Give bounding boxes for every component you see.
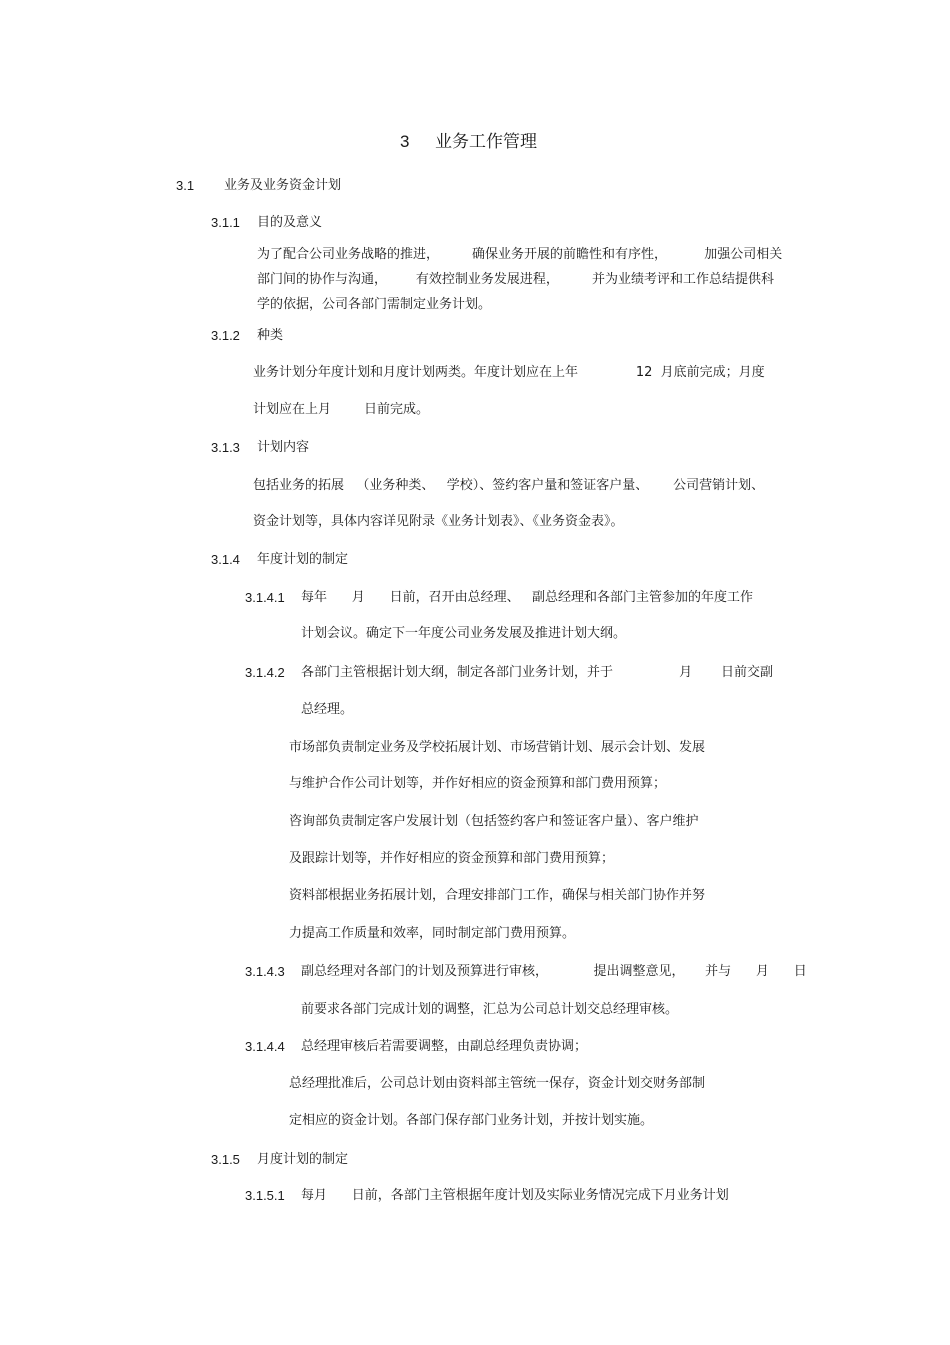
item-line: 副总经理对各部门的计划及预算进行审核， 提出调整意见， 并与 月 日 — [301, 964, 807, 979]
subsection-number-312: 3.1.2 — [211, 328, 240, 343]
paragraph-line: 计划应在上月 日前完成。 — [253, 402, 430, 417]
paragraph-line: 总经理批准后，公司总计划由资料部主管统一保存，资金计划交财务部制 — [289, 1076, 706, 1091]
chapter-title: 业务工作管理 — [435, 132, 537, 152]
item-line: 计划会议。确定下一年度公司业务发展及推进计划大纲。 — [301, 626, 627, 641]
subsection-number-313: 3.1.3 — [211, 440, 240, 455]
item-line: 每年 月 日前，召开由总经理、 副总经理和各部门主管参加的年度工作 — [301, 590, 753, 605]
item-line: 前要求各部门完成计划的调整，汇总为公司总计划交总经理审核。 — [301, 1002, 679, 1017]
section-title: 业务及业务资金计划 — [224, 178, 342, 193]
paragraph-line: 咨询部负责制定客户发展计划（包括签约客户和签证客户量）、客户维护 — [289, 814, 699, 829]
paragraph-line: 部门间的协作与沟通， 有效控制业务发展进程， 并为业绩考评和工作总结提供科 — [257, 272, 774, 287]
paragraph-line: 市场部负责制定业务及学校拓展计划、市场营销计划、展示会计划、发展 — [289, 740, 706, 755]
item-line: 总经理。 — [301, 702, 354, 717]
chapter-number: 3 — [400, 132, 410, 151]
paragraph-line: 学的依据，公司各部门需制定业务计划。 — [257, 297, 492, 312]
subsection-title-311: 目的及意义 — [257, 215, 323, 230]
subsection-title-313: 计划内容 — [257, 440, 310, 455]
item-number-3144: 3.1.4.4 — [245, 1039, 285, 1054]
paragraph-line: 定相应的资金计划。各部门保存部门业务计划，并按计划实施。 — [289, 1113, 654, 1128]
paragraph-line: 为了配合公司业务战略的推进， 确保业务开展的前瞻性和有序性， 加强公司相关 — [257, 247, 783, 262]
paragraph-line: 及跟踪计划等，并作好相应的资金预算和部门费用预算； — [289, 851, 615, 866]
item-line: 总经理审核后若需要调整，由副总经理负责协调； — [301, 1039, 588, 1054]
paragraph-line: 业务计划分年度计划和月度计划两类。年度计划应在上年 12 月底前完成；月度 — [253, 365, 765, 380]
paragraph-line: 包括业务的拓展 （业务种类、 学校）、签约客户量和签证客户量、 公司营销计划、 — [253, 478, 765, 493]
subsection-title-314: 年度计划的制定 — [257, 552, 349, 567]
item-number-3142: 3.1.4.2 — [245, 665, 285, 680]
subsection-number-315: 3.1.5 — [211, 1152, 240, 1167]
item-line: 每月 日前，各部门主管根据年度计划及实际业务情况完成下月业务计划 — [301, 1188, 729, 1203]
subsection-title-315: 月度计划的制定 — [257, 1152, 349, 1167]
item-number-3151: 3.1.5.1 — [245, 1188, 285, 1203]
paragraph-line: 与维护合作公司计划等，并作好相应的资金预算和部门费用预算； — [289, 776, 667, 791]
subsection-number-311: 3.1.1 — [211, 215, 240, 230]
subsection-number-314: 3.1.4 — [211, 552, 240, 567]
item-number-3141: 3.1.4.1 — [245, 590, 285, 605]
paragraph-line: 资金计划等，具体内容详见附录《业务计划表》、《业务资金表》。 — [253, 514, 624, 529]
paragraph-line: 资料部根据业务拓展计划，合理安排部门工作，确保与相关部门协作并努 — [289, 888, 706, 903]
paragraph-line: 力提高工作质量和效率，同时制定部门费用预算。 — [289, 926, 576, 941]
item-number-3143: 3.1.4.3 — [245, 964, 285, 979]
subsection-title-312: 种类 — [257, 328, 284, 343]
item-line: 各部门主管根据计划大纲，制定各部门业务计划，并于 月 日前交副 — [301, 665, 774, 680]
section-number: 3.1 — [176, 178, 195, 193]
